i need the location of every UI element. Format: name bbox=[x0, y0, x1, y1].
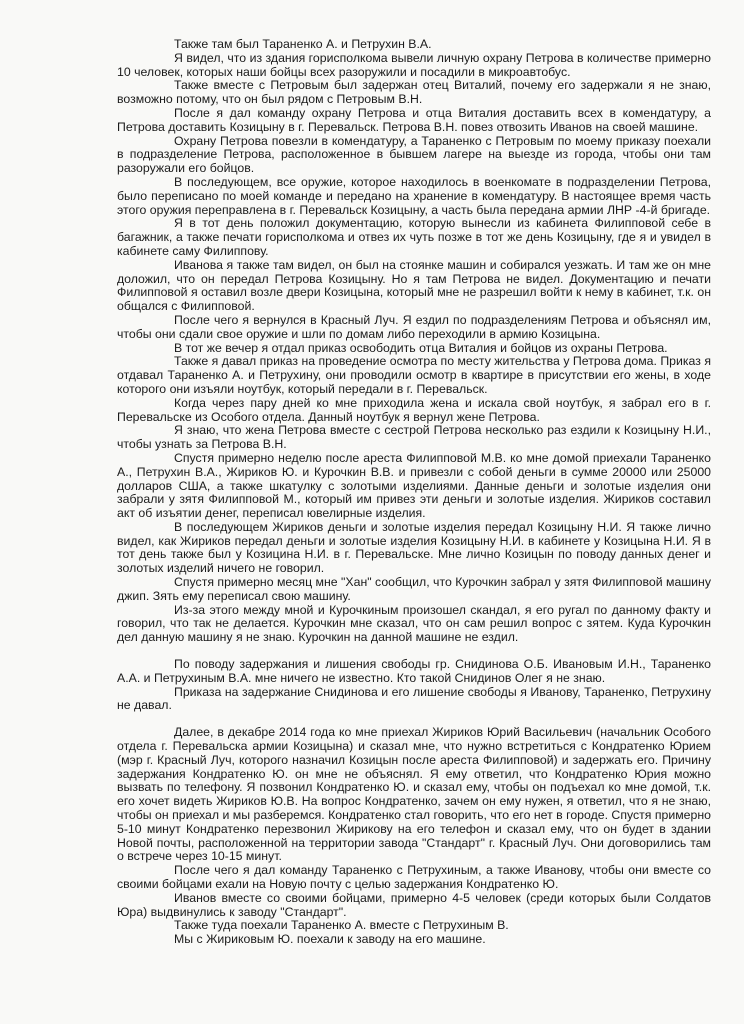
paragraph: После чего я дал команду Тараненко с Петрухиным, а также Иванову, чтобы они вместе со своими бойцами ехали на Новую почту с целью задержания Кондратенко Ю. bbox=[117, 863, 711, 892]
paragraph: Спустя примерно неделю после ареста Филипповой М.В. ко мне домой приехали Тараненко А., Петрухин В.А., Жириков Ю. и Курочкин В.В. и привезли с собой деньги в сумме 20000 или 25000 долларов США, а также шкатулку с золотыми изделиями. Данные деньги и золотые изделия они забрали у зятя Филипповой М., который им привез эти деньги и золотые изделия. Жириков составил акт об изъятии денег, переписал ювелирные изделия. bbox=[117, 450, 711, 521]
paragraph: После чего я вернулся в Красный Луч. Я ездил по подразделениям Петрова и объяснял им, чтобы они сдали свое оружие и шли по домам либо переходили в армию Козицына. bbox=[117, 312, 711, 341]
paragraph: Иванов вместе со своими бойцами, примерно 4-5 человек (среди которых были Солдатов Юра) выдвинулись к заводу "Стандарт". bbox=[117, 890, 711, 919]
paragraph: Я знаю, что жена Петрова вместе с сестрой Петрова несколько раз ездили к Козицыну Н.И., чтобы узнать за Петрова В.Н. bbox=[117, 423, 711, 452]
paragraph: После я дал команду охрану Петрова и отца Виталия доставить всех в комендатуру, а Петрова доставить Козицыну в г. Перевальск. Петрова В.Н. повез отвозить Иванов на своей машине. bbox=[117, 105, 711, 134]
paragraph: По поводу задержания и лишения свободы гр. Снидинова О.Б. Ивановым И.Н., Тараненко А.А. и Петрухиным В.А. мне ничего не известно. Кто такой Снидинов Олег я не знаю. bbox=[117, 657, 711, 685]
paragraph: Мы с Жириковым Ю. поехали к заводу на его машине. bbox=[174, 932, 486, 947]
paragraph: Также я давал приказ на проведение осмотра по месту жительства у Петрова дома. Приказ я отдавал Тараненко А. и Петрухину, они проводили осмотр в квартире в присутствии его жены, в ходе которого они изъяли ноутбук, который передали в г. Перевальск. bbox=[117, 354, 711, 396]
paragraph: Также туда поехали Тараненко А. вместе с Петрухиным В. bbox=[174, 918, 509, 933]
paragraph: Также там был Тараненко А. и Петрухин В.А. bbox=[174, 37, 432, 51]
paragraph: Из-за этого между мной и Курочкиным произошел скандал, я его ругал по данному факту и говорил, что так не делается. Курочкин мне сказал, что он сам решил вопрос с зятем. Куда Курочкин дел данную машину я не знаю. Курочкин на данной машине не ездил. bbox=[117, 602, 711, 645]
paragraph: Охрану Петрова повезли в комендатуру, а Тараненко с Петровым по моему приказу поехали в подразделение Петрова, расположенное в бывшем лагере на выезде из города, чтобы они там разоружали его бойцов. bbox=[117, 133, 711, 176]
paragraph: Приказа на задержание Снидинова и его лишение свободы я Иванову, Тараненко, Петрухину не давал. bbox=[117, 684, 711, 713]
paragraph: Я видел, что из здания горисполкома вывели личную охрану Петрова в количестве примерно 10 человек, которых наши бойцы всех разоружили и посадили в микроавтобус. bbox=[117, 50, 711, 79]
paragraph: Также вместе с Петровым был задержан отец Виталий, почему его задержали я не знаю, возможно потому, что он был рядом с Петровым В.Н. bbox=[117, 78, 711, 107]
document-body bbox=[117, 38, 711, 947]
paragraph: Спустя примерно месяц мне "Хан" сообщил, что Курочкин забрал у зятя Филипповой машину джип. Зять ему переписал свою машину. bbox=[117, 575, 711, 603]
paragraph: Иванова я также там видел, он был на стоянке машин и собирался уезжать. И там же он мне доложил, что он передал Петрова Козицыну. Но я там Петрова не видел. Документацию и печати Филипповой я оставил возле двери Козицына, который мне не разрешил войти к нему в кабинет, т.к. он общался с Филипповой. bbox=[117, 257, 711, 314]
paragraph: В последующем, все оружие, которое находилось в военкомате в подразделении Петрова, было переписано по моей команде и передано на хранение в комендатуру. В настоящее время часть этого оружия переправлена в г. Перевальск Козицыну, а часть была передана армии ЛНР -4-й бригаде. bbox=[117, 174, 711, 217]
paragraph: В последующем Жириков деньги и золотые изделия передал Козицыну Н.И. Я также лично видел, как Жириков передал деньги и золотые изделия Козицыну Н.И. в кабинете у Козицына Н.И. Я в тот день также был у Козицина Н.И. в г. Перевальске. Мне лично Козицын по поводу данных денег и золотых изделий ничего не говорил. bbox=[117, 519, 711, 576]
paragraph: Далее, в декабре 2014 года ко мне приехал Жириков Юрий Васильевич (начальник Особого отдела г. Перевальска армии Козицына) и сказал мне, что нужно встретиться с Кондратенко Юрием (мэр г. Красный Луч, которого назначил Козицын после ареста Филипповой) и задержать его. Причину задержания Кондратенко Ю. он мне не объяснял. Я ему ответил, что Кондратенко Юрия можно вызвать по телефону. Я позвонил Кондратенко Ю. и сказал ему, чтобы он подъехал ко мне домой, т.к. его хочет видеть Жириков Ю.В. На вопрос Кондратенко, зачем он ему нужен, я ответил, что я не знаю, чтобы он приехал и мы разберемся. Кондратенко стал говорить, что его нет в городе. Спустя примерно 5-10 минут Кондратенко перезвонил Жирикову на его телефон и сказал ему, что он будет в здании Новой почты, расположенной на территории завода "Стандарт" г. Красный Луч. Они договорились там о встрече через 10-15 минут. bbox=[117, 725, 711, 864]
paragraph: В тот же вечер я отдал приказ освободить отца Виталия и бойцов из охраны Петрова. bbox=[174, 340, 668, 355]
paragraph: Когда через пару дней ко мне приходила жена и искала свой ноутбук, я забрал его в г. Перевальске из Особого отдела. Данный ноутбук я вернул жене Петрова. bbox=[117, 395, 711, 424]
paragraph: Я в тот день положил документацию, которую вынесли из кабинета Филипповой себе в багажник, а также печати горисполкома и отвез их чуть позже в тот же день Козицыну, где я и увидел в кабинете саму Филиппову. bbox=[117, 216, 711, 258]
